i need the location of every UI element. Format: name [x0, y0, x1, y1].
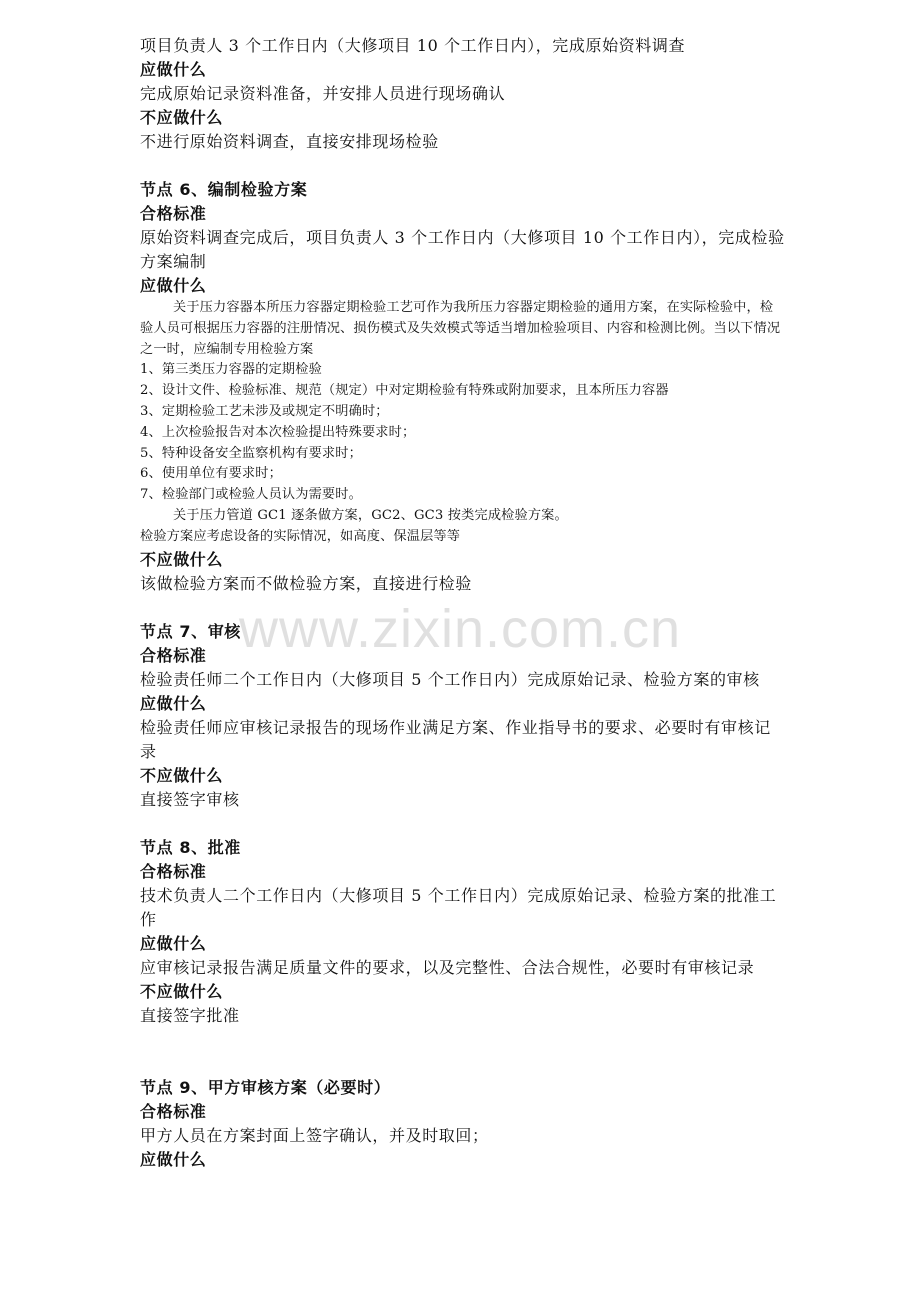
- watermark: www.zixin.com.cn: [238, 599, 682, 659]
- list-item: 7、检验部门或检验人员认为需要时。: [140, 487, 362, 503]
- list-item: 3、定期检验工艺未涉及或规定不明确时；: [140, 403, 389, 419]
- standard-heading: 合格标准: [140, 204, 207, 223]
- standard-text: 原始资料调查完成后，项目负责人 3 个工作日内（大修项目 10 个工作日内），完成检验方案编制: [140, 228, 785, 271]
- should-do-heading: 应做什么: [140, 1149, 207, 1169]
- should-do-paragraph: 关于压力容器本所压力容器定期检验工艺可作为我所压力容器定期检验的通用方案，在实际检验中，检验人员可根据压力容器的注册情况、损伤模式及失效模式等适当增加检验项目、内容和检测比例。当以下情况之一时，应编制专用检验方案: [140, 300, 781, 357]
- should-not-do-heading: 不应做什么: [140, 981, 224, 1001]
- should-do-heading: 应做什么: [140, 933, 207, 953]
- standard-heading: 合格标准: [140, 861, 207, 881]
- should-not-do-heading: 不应做什么: [140, 549, 224, 569]
- standard-text: 检验责任师二个工作日内（大修项目 5 个工作日内）完成原始记录、检验方案的审核: [140, 669, 760, 689]
- node-9-section: [140, 1076, 785, 1172]
- pipe-plan-text: 关于压力管道 GC1 逐条做方案，GC2、GC3 按类完成检验方案。: [173, 507, 568, 523]
- intro-standard-text: 项目负责人 3 个工作日内（大修项目 10 个工作日内），完成原始资料调查: [140, 36, 686, 55]
- document-page: [140, 34, 785, 1172]
- list-item: 4、上次检验报告对本次检验提出特殊要求时；: [140, 424, 416, 440]
- list-item: 2、设计文件、检验标准、规范（规定）中对定期检验有特殊或附加要求，且本所压力容器: [140, 383, 669, 399]
- should-do-heading: 应做什么: [140, 693, 207, 713]
- standard-text: 技术负责人二个工作日内（大修项目 5 个工作日内）完成原始记录、检验方案的批准工作: [140, 885, 777, 929]
- node-title: 节点 8、批准: [140, 837, 241, 857]
- plan-consider-text: 检验方案应考虑设备的实际情况，如高度、保温层等等: [140, 528, 461, 544]
- intro-section: [140, 34, 785, 154]
- node-title: 节点 6、编制检验方案: [140, 180, 308, 199]
- standard-text: 甲方人员在方案封面上签字确认，并及时取回；: [140, 1125, 489, 1145]
- should-not-do-heading: 不应做什么: [140, 108, 224, 127]
- should-do-heading: 应做什么: [140, 276, 207, 295]
- node-8-section: [140, 836, 785, 1028]
- should-do-text: 应审核记录报告满足质量文件的要求，以及完整性、合法合规性，必要时有审核记录: [140, 957, 755, 977]
- node-title: 节点 9、甲方审核方案（必要时）: [140, 1077, 391, 1097]
- list-item: 6、使用单位有要求时；: [140, 466, 282, 482]
- node-7-section: [140, 620, 785, 812]
- standard-heading: 合格标准: [140, 1101, 207, 1121]
- node-title: 节点 7、审核: [140, 621, 241, 641]
- list-item: 5、特种设备安全监察机构有要求时；: [140, 445, 362, 461]
- should-not-do-text: 不进行原始资料调查，直接安排现场检验: [140, 132, 439, 151]
- should-not-do-text: 直接签字审核: [140, 789, 240, 809]
- should-not-do-heading: 不应做什么: [140, 765, 224, 785]
- should-do-text: 完成原始记录资料准备，并安排人员进行现场确认: [140, 84, 506, 103]
- list-item: 1、第三类压力容器的定期检验: [140, 362, 322, 378]
- should-not-do-text: 该做检验方案而不做检验方案，直接进行检验: [140, 573, 473, 593]
- standard-heading: 合格标准: [140, 645, 207, 665]
- should-not-do-text: 直接签字批准: [140, 1005, 240, 1025]
- node-6-section: [140, 178, 785, 596]
- should-do-heading: 应做什么: [140, 60, 207, 79]
- should-do-text: 检验责任师应审核记录报告的现场作业满足方案、作业指导书的要求、必要时有审核记录: [140, 717, 771, 761]
